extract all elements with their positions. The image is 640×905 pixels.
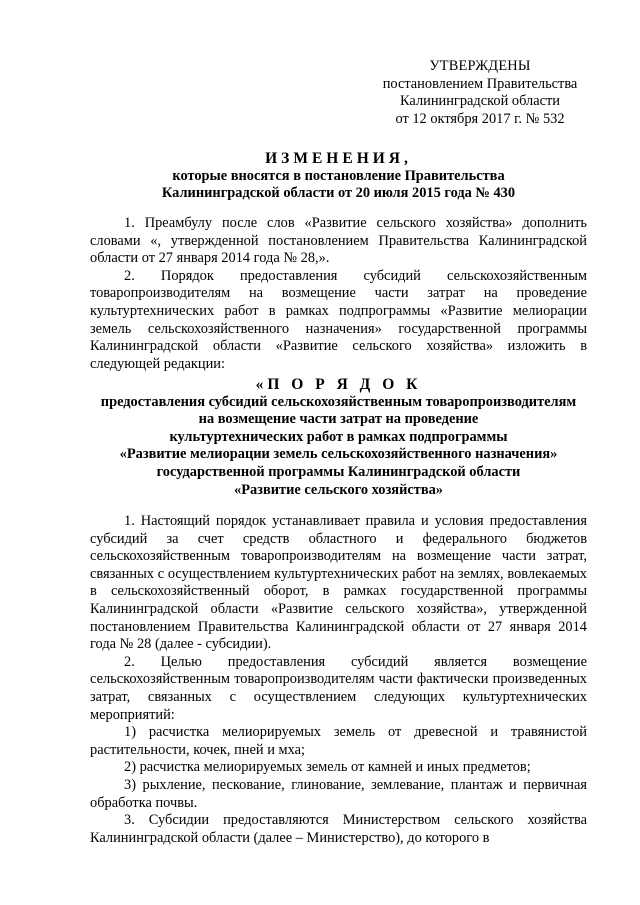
order-subtitle-line: культуртехнических работ в рамках подпрограммы (169, 428, 508, 445)
list-item: 1) расчистка мелиорируемых земель от древесной и травянистой растительности, кочек, пней и мха; (90, 724, 587, 758)
order-subtitle-line: «Развитие сельского хозяйства» (234, 481, 443, 498)
paragraph: 3. Субсидии предоставляются Министерством сельского хозяйства Калининградской области (далее – Министерство), до которого в (90, 812, 587, 846)
intro-section (90, 215, 587, 373)
paragraph: 1. Преамбулу после слов «Развитие сельского хозяйства» дополнить словами «, утвержденной постановлением Правительства Калининградской области от 27 января 2014 года № 28,». (90, 215, 587, 267)
order-subtitle-line: государственной программы Калининградской области (156, 463, 521, 480)
paragraph: 2. Целью предоставления субсидий является возмещение сельскохозяйственным товаропроизводителям части фактически произведенных затрат, связанных с осуществлением следующих культуртехнических мероприятий: (90, 653, 587, 723)
approval-title: УТВЕРЖДЕНЫ (429, 58, 531, 74)
paragraph: 1. Настоящий порядок устанавливает правила и условия предоставления субсидий за счет средств областного и федерального бюджетов сельскохозяйственным товаропроизводителям на возмещение части затрат, связанных с осуществлением культуртехнических работ на землях, вовлекаемых в сельскохозяйственный оборот, в рамках государственной программы Калининградской области «Развитие сельского хозяйства», утвержденной постановлением Правительства Калининградской области от 27 января 2014 года № 28 (далее - субсидии). (90, 513, 587, 653)
changes-subtitle-line: которые вносятся в постановление Правительства (172, 167, 505, 184)
order-subtitle-line: «Развитие мелиорации земель сельскохозяйственного назначения» (119, 446, 558, 463)
approval-line: постановлением Правительства (382, 75, 578, 92)
order-subtitle-line: на возмещение части затрат на проведение (198, 411, 479, 428)
approval-block (360, 58, 600, 128)
list-item: 2) расчистка мелиорируемых земель от камней и иных предметов; (124, 759, 531, 776)
paragraph: 2. Порядок предоставления субсидий сельскохозяйственным товаропроизводителям на возмещение части затрат на проведение культуртехнических работ в рамках подпрограммы «Развитие мелиорации земель сельскохозяйственного назначения» государственной программы Калининградской области «Развитие сельского хозяйства» изложить в следующей редакции: (90, 267, 587, 372)
changes-subtitle-line: Калининградской области от 20 июля 2015 года № 430 (161, 185, 516, 202)
changes-heading (90, 150, 587, 203)
changes-title: ИЗМЕНЕНИЯ, (265, 150, 412, 167)
order-title: «П О Р Я Д О К (255, 376, 422, 393)
approval-date-number: от 12 октября 2017 г. № 532 (395, 110, 565, 127)
order-subtitle-line: предоставления субсидий сельскохозяйственным товаропроизводителям (100, 393, 577, 410)
approval-line: Калининградской области (400, 93, 560, 110)
order-heading (90, 376, 587, 499)
order-body (90, 513, 587, 847)
list-item: 3) рыхление, пескование, глинование, землевание, плантаж и первичная обработка почвы. (90, 776, 587, 811)
